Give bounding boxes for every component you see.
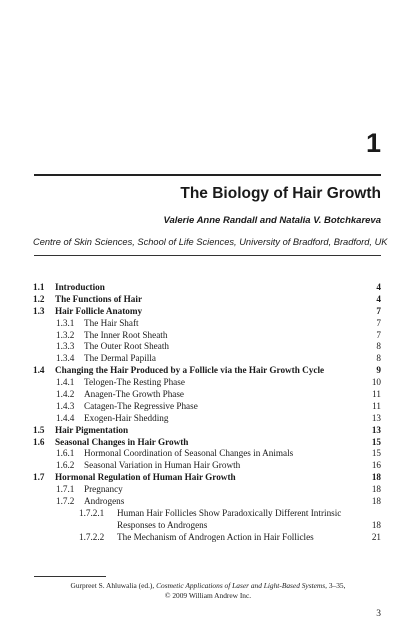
toc-entry-page: 7 (376, 329, 381, 340)
footnote-editor: Gurpreet S. Ahluwalia (ed.), (70, 581, 155, 590)
toc-entry-page: 18 (371, 519, 381, 530)
toc-entry-title: Human Hair Follicles Show Paradoxically Different Intrinsic (117, 507, 342, 518)
toc-entry[interactable] (0, 413, 416, 425)
chapter-title: The Biology of Hair Growth (180, 185, 381, 202)
toc-entry-page: 4 (376, 293, 381, 304)
toc-entry[interactable] (0, 365, 416, 377)
toc-entry-page: 8 (376, 353, 381, 364)
toc-entry-page: 4 (376, 282, 381, 292)
chapter-number: 1 (365, 128, 381, 158)
toc-entry-title: The Mechanism of Androgen Action in Hair Follicles (117, 531, 314, 542)
toc-entry-title: Hormonal Coordination of Seasonal Changes in Animals (84, 448, 294, 459)
toc-entry[interactable] (0, 294, 416, 306)
toc-entry-title: Pregnancy (84, 484, 123, 495)
toc-entry-title: Anagen-The Growth Phase (84, 389, 185, 400)
toc-entry-title: Seasonal Changes in Hair Growth (55, 436, 189, 447)
toc-entry[interactable] (0, 425, 416, 437)
toc-entry-page: 15 (371, 448, 381, 459)
toc-entry-page: 11 (372, 389, 381, 400)
footnote-pages: 3–35, (328, 581, 346, 590)
toc-entry-number: 1.3.2 (56, 329, 75, 340)
toc-entry-number: 1.7.2.2 (79, 531, 105, 542)
header-rule (34, 174, 381, 176)
toc-entry-page: 9 (376, 365, 381, 376)
toc-entry[interactable] (0, 330, 416, 342)
toc-entry-title: Hair Follicle Anatomy (55, 305, 143, 316)
toc-entry[interactable] (0, 520, 416, 532)
toc-entry[interactable] (0, 353, 416, 365)
toc-entry-number: 1.4.2 (56, 389, 75, 400)
toc-entry-number: 1.7.2 (56, 496, 75, 507)
toc-entry-page: 8 (376, 341, 381, 352)
toc-entry-number: 1.1 (33, 282, 45, 292)
toc-entry-number: 1.6 (33, 436, 45, 447)
toc-entry[interactable] (0, 484, 416, 496)
page-number: 3 (376, 609, 381, 619)
chapter-authors: Valerie Anne Randall and Natalia V. Botchkareva (163, 215, 381, 226)
toc-entry-title: Catagen-The Regressive Phase (84, 400, 198, 411)
toc-entry-page: 13 (371, 424, 381, 435)
footnote (0, 581, 416, 601)
toc-entry-title: Responses to Androgens (117, 519, 208, 530)
toc-entry-number: 1.7.2.1 (79, 507, 105, 518)
toc-entry-number: 1.6.1 (56, 448, 75, 459)
toc-entry[interactable] (0, 496, 416, 508)
toc-entry[interactable] (0, 377, 416, 389)
toc-entry-number: 1.4.3 (56, 400, 75, 411)
toc-entry[interactable] (0, 532, 416, 544)
toc-entry-page: 21 (371, 531, 381, 542)
toc-entry-number: 1.7.1 (56, 484, 75, 495)
section-divider (34, 255, 381, 256)
toc-entry-page: 10 (371, 377, 381, 388)
toc-entry[interactable] (0, 318, 416, 330)
toc-entry-page: 7 (376, 317, 381, 328)
toc-entry[interactable] (0, 472, 416, 484)
toc-entry-title: Telogen-The Resting Phase (84, 377, 185, 388)
toc-entry-number: 1.7 (33, 472, 45, 483)
toc-entry-title: Seasonal Variation in Human Hair Growth (84, 460, 241, 471)
toc-entry[interactable] (0, 448, 416, 460)
toc-entry-title: The Outer Root Sheath (84, 341, 169, 352)
footnote-rule (34, 576, 106, 577)
toc-entry-title: Changing the Hair Produced by a Follicle via the Hair Growth Cycle (55, 365, 325, 376)
toc-entry-page: 15 (371, 436, 381, 447)
footnote-source: Cosmetic Applications of Laser and Light-Based Systems, (156, 581, 327, 590)
toc-entry-number: 1.4.1 (56, 377, 75, 388)
toc-entry[interactable] (0, 437, 416, 449)
toc-entry-page: 16 (371, 460, 381, 471)
toc-entry-number: 1.4.4 (56, 412, 75, 423)
toc-entry-title: The Hair Shaft (84, 317, 139, 328)
toc-entry-page: 11 (372, 400, 381, 411)
toc-entry[interactable] (0, 460, 416, 472)
toc-entry-title: Introduction (55, 282, 105, 292)
toc-entry-page: 7 (376, 305, 381, 316)
table-of-contents (0, 282, 416, 544)
toc-entry-page: 18 (371, 484, 381, 495)
toc-entry-number: 1.3 (33, 305, 45, 316)
toc-entry-title: The Dermal Papilla (84, 353, 156, 364)
toc-entry[interactable] (0, 389, 416, 401)
toc-entry-page: 13 (371, 412, 381, 423)
toc-entry-title: The Inner Root Sheath (84, 329, 168, 340)
toc-entry-title: Hair Pigmentation (55, 424, 129, 435)
toc-entry-page: 18 (371, 472, 381, 483)
toc-entry-number: 1.6.2 (56, 460, 75, 471)
toc-entry[interactable] (0, 306, 416, 318)
toc-entry-number: 1.3.4 (56, 353, 75, 364)
footnote-copyright: © 2009 William Andrew Inc. (164, 591, 252, 600)
toc-entry-title: The Functions of Hair (55, 293, 143, 304)
toc-entry-number: 1.4 (33, 365, 45, 376)
toc-entry[interactable] (0, 341, 416, 353)
toc-entry-number: 1.3.1 (56, 317, 75, 328)
toc-entry-page: 18 (371, 496, 381, 507)
toc-entry-number: 1.3.3 (56, 341, 75, 352)
author-affiliation: Centre of Skin Sciences, School of Life Sciences, University of Bradford, Bradford, UK (33, 237, 388, 247)
toc-entry-title: Exogen-Hair Shedding (84, 412, 169, 423)
toc-entry-title: Androgens (84, 496, 125, 507)
toc-entry-title: Hormonal Regulation of Human Hair Growth (55, 472, 236, 483)
toc-entry[interactable] (0, 401, 416, 413)
toc-entry-number: 1.5 (33, 424, 45, 435)
toc-entry[interactable] (0, 282, 416, 294)
toc-entry[interactable] (0, 508, 416, 520)
toc-entry-number: 1.2 (33, 293, 45, 304)
